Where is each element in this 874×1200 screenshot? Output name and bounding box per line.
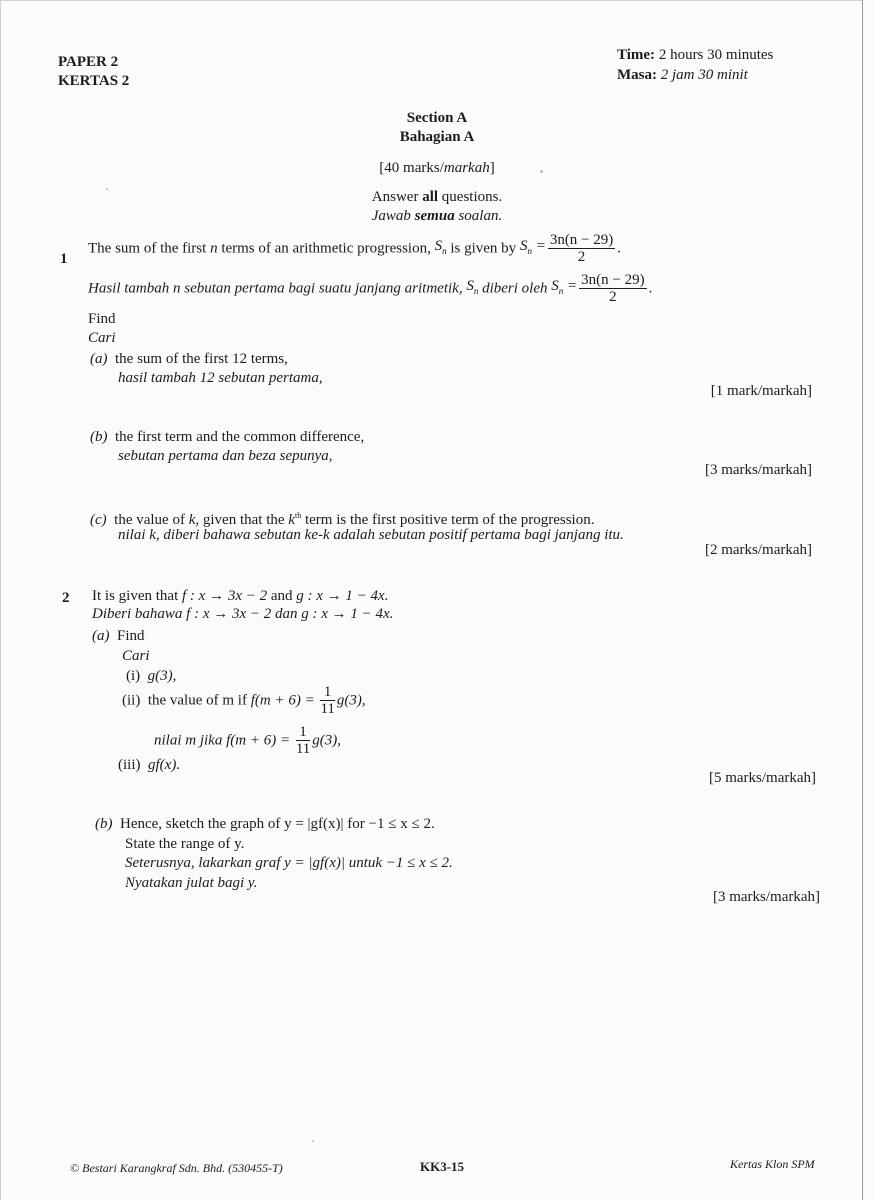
q1a-en: (a) the sum of the first 12 terms, <box>90 351 288 367</box>
footer-series: Kertas Klon SPM <box>730 1157 815 1171</box>
q2a-ii-ms: nilai m jika f(m + 6) = $\frac{1}{11}$ g(3), <box>154 724 342 757</box>
time-value-en: 2 hours 30 minutes <box>658 47 774 63</box>
footer-copyright: © Bestari Karangkraf Sdn. Bhd. (530455-T) <box>70 1161 283 1175</box>
q1b-en: (b) the first term and the common difference, <box>90 429 365 445</box>
section-marks: [40 marks/markah] <box>379 160 495 176</box>
q2a-ii-en: (ii) the value of m if f(m + 6) = $\frac{1}{11}$ g(3), <box>122 684 366 717</box>
page-edge-right <box>862 0 863 1200</box>
q1-stem-ms: Hasil tambah n sebutan pertama bagi suatu janjang aritmetik, $S_n$ diberi oleh $S_n$ = $\frac{3n(n - 29)}{2}$ . <box>88 272 653 305</box>
footer-page-code: KK3-15 <box>420 1159 465 1174</box>
q1-find-ms: Cari <box>88 330 116 346</box>
time-label-ms: Masa: <box>617 67 657 83</box>
time-label-en: Time: <box>617 47 656 63</box>
q2-number: 2 <box>62 590 70 606</box>
page-edge-left <box>0 0 1 1200</box>
scan-speck <box>312 1140 314 1142</box>
q2b-ms-2: Nyatakan julat bagi y. <box>125 875 258 891</box>
scan-speck <box>540 170 543 173</box>
q2-ii-fraction: $\frac{1}{11}$ <box>320 684 335 717</box>
page-edge-top <box>0 0 862 1</box>
q2b-marks: [3 marks/markah] <box>712 889 820 905</box>
q1c-en: (c) the value of k, given that the $k^{th}$ term is the first positive term of the progression. <box>90 511 595 528</box>
q2-stem-ms: Diberi bahawa f : x → 3x − 2 dan g : x → 1 − 4x. <box>92 606 394 622</box>
q2a-iii: (iii) gf(x). <box>118 757 181 773</box>
paper-label-en: PAPER 2 <box>58 54 119 70</box>
q2-ii-fraction-ms: $\frac{1}{11}$ <box>295 724 311 757</box>
instruction-ms: Jawab semua soalan. <box>371 208 503 224</box>
q2b-en-1: (b) Hence, sketch the graph of y = |gf(x)| for −1 ≤ x ≤ 2. <box>95 816 435 832</box>
q1b-marks: [3 marks/markah] <box>704 462 812 478</box>
section-title-ms: Bahagian A <box>399 129 475 145</box>
q1a-ms: hasil tambah 12 sebutan pertama, <box>118 370 323 386</box>
time-value-ms: 2 jam 30 minit <box>660 67 748 83</box>
q2a-find-ms: Cari <box>122 648 150 664</box>
q1-find-en: Find <box>88 311 116 327</box>
scan-speck <box>106 188 108 190</box>
q1-stem-en: The sum of the first n terms of an arithmetic progression, $S_n$ is given by $S_n$ = $\frac{3n(n - 29)}{2}$ . <box>88 232 622 265</box>
section-title-en: Section A <box>406 110 468 126</box>
q1a-marks: [1 mark/markah] <box>710 383 812 399</box>
instruction-en: Answer all questions. <box>371 189 503 205</box>
q1-sn-fraction-ms: $\frac{3n(n - 29)}{2}$ <box>581 272 645 305</box>
q2b-en-2: State the range of y. <box>125 836 245 852</box>
q1-sn-fraction: $\frac{3n(n - 29)}{2}$ <box>549 232 614 265</box>
q2a-marks: [5 marks/markah] <box>708 770 816 786</box>
q1c-ms: nilai k, diberi bahawa sebutan ke-k adalah sebutan positif pertama bagi janjang itu. <box>118 527 624 543</box>
q2b-ms-1: Seterusnya, lakarkan graf y = |gf(x)| untuk −1 ≤ x ≤ 2. <box>125 855 453 871</box>
time-ms <box>617 66 748 84</box>
q2a-i: (i) g(3), <box>126 668 177 684</box>
q1c-marks: [2 marks/markah] <box>704 542 812 558</box>
q2-stem-en: It is given that f : x → 3x − 2 and g : x → 1 − 4x. <box>92 588 389 604</box>
q1-number: 1 <box>60 251 68 267</box>
paper-label-ms: KERTAS 2 <box>58 73 130 89</box>
time-en <box>617 46 773 64</box>
q1b-ms: sebutan pertama dan beza sepunya, <box>118 448 333 464</box>
q2a-find-en: (a) Find <box>92 628 145 644</box>
